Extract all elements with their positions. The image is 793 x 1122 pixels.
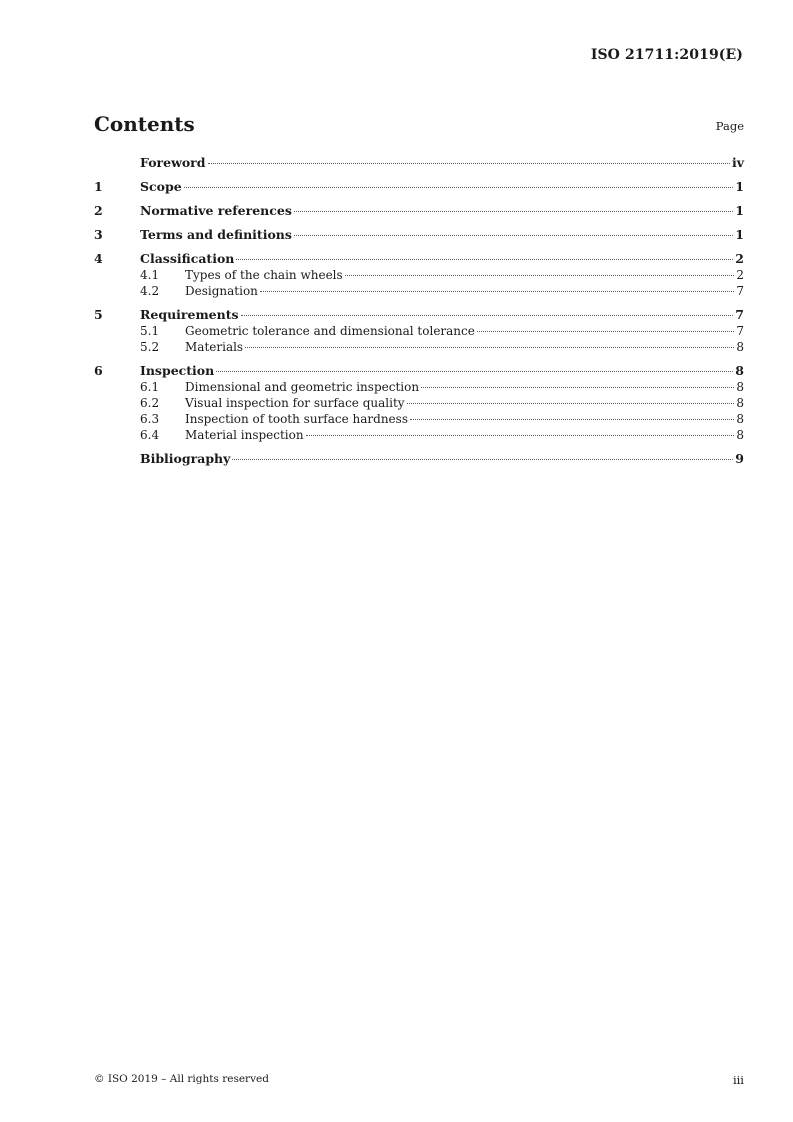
toc-entry-number: 4	[94, 251, 103, 266]
toc-entry-page: 1	[735, 227, 744, 242]
toc-entry-title: Geometric tolerance and dimensional tolerance	[185, 324, 475, 338]
toc-subentry[interactable]	[94, 395, 744, 411]
toc-entry[interactable]	[94, 251, 744, 267]
toc-entry-title: Designation	[185, 284, 258, 298]
dot-leader	[245, 347, 734, 348]
toc-entry-title: Types of the chain wheels	[185, 268, 343, 282]
toc-entry[interactable]	[94, 363, 744, 379]
dot-leader	[345, 275, 735, 276]
toc-entry[interactable]	[94, 155, 744, 171]
toc-entry-title: Inspection of tooth surface hardness	[185, 412, 408, 426]
toc-entry-title: Inspection	[140, 363, 215, 378]
toc-entry[interactable]	[94, 203, 744, 219]
dot-leader	[477, 331, 735, 332]
toc-entry-number: 4.2	[140, 284, 160, 298]
toc-entry-page: 8	[736, 380, 744, 394]
toc-entry-page: 8	[736, 412, 744, 426]
toc-subentry[interactable]	[94, 427, 744, 443]
toc-entry-number: 6.2	[140, 396, 160, 410]
copyright-notice: © ISO 2019 – All rights reserved	[94, 1073, 269, 1085]
dot-leader	[260, 291, 734, 292]
contents-title: Contents	[94, 112, 195, 136]
toc-subentry[interactable]	[94, 339, 744, 355]
toc-entry-page: 7	[736, 284, 744, 298]
toc-entry[interactable]	[94, 227, 744, 243]
contents-heading-row	[94, 112, 744, 140]
toc-entry-number: 4.1	[140, 268, 160, 282]
toc-entry-number: 6	[94, 363, 103, 378]
table-of-contents	[94, 155, 744, 467]
page-footer	[94, 1073, 744, 1089]
toc-subentry[interactable]	[94, 379, 744, 395]
toc-entry-number: 5.1	[140, 324, 160, 338]
toc-entry-number: 2	[94, 203, 103, 218]
toc-entry-title: Visual inspection for surface quality	[185, 396, 405, 410]
toc-entry-number: 5	[94, 307, 103, 322]
toc-entry-page: 1	[735, 179, 744, 194]
dot-leader	[306, 435, 735, 436]
toc-entry-number: 5.2	[140, 340, 160, 354]
toc-entry-title: Foreword	[140, 155, 206, 170]
toc-entry-title: Classification	[140, 251, 235, 266]
toc-entry-title: Terms and definitions	[140, 227, 292, 242]
toc-entry-page: 2	[735, 251, 744, 266]
toc-entry[interactable]	[94, 307, 744, 323]
document-id: ISO 21711:2019(E)	[590, 47, 743, 63]
toc-entry-number: 1	[94, 179, 103, 194]
toc-entry-title: Requirements	[140, 307, 239, 322]
dot-leader	[216, 371, 733, 372]
dot-leader	[236, 259, 733, 260]
toc-entry-number: 6.1	[140, 380, 160, 394]
toc-entry-number: 6.4	[140, 428, 160, 442]
toc-entry-page: 1	[735, 203, 744, 218]
dot-leader	[241, 315, 734, 316]
dot-leader	[232, 459, 733, 460]
toc-entry-page: 2	[736, 268, 744, 282]
dot-leader	[407, 403, 735, 404]
dot-leader	[294, 211, 733, 212]
toc-entry-page: 8	[736, 428, 744, 442]
toc-entry-page: iv	[731, 155, 744, 170]
toc-entry-title: Normative references	[140, 203, 292, 218]
page-number: iii	[732, 1073, 744, 1087]
dot-leader	[410, 419, 734, 420]
toc-entry-page: 8	[736, 396, 744, 410]
dot-leader	[208, 163, 730, 164]
toc-entry-number: 3	[94, 227, 103, 242]
toc-entry-page: 7	[736, 324, 744, 338]
page-column-label: Page	[715, 119, 744, 133]
toc-entry-title: Materials	[185, 340, 244, 354]
toc-entry-title: Bibliography	[140, 451, 231, 466]
toc-entry-number: 6.3	[140, 412, 160, 426]
toc-entry-page: 9	[735, 451, 744, 466]
toc-entry-title: Material inspection	[185, 428, 304, 442]
toc-entry-title: Scope	[140, 179, 182, 194]
toc-entry[interactable]	[94, 451, 744, 467]
toc-entry-page: 8	[736, 340, 744, 354]
toc-entry-page: 8	[735, 363, 744, 378]
toc-subentry[interactable]	[94, 323, 744, 339]
dot-leader	[184, 187, 734, 188]
toc-entry[interactable]	[94, 179, 744, 195]
toc-subentry[interactable]	[94, 411, 744, 427]
toc-entry-title: Dimensional and geometric inspection	[185, 380, 420, 394]
dot-leader	[421, 387, 734, 388]
toc-entry-page: 7	[735, 307, 744, 322]
toc-subentry[interactable]	[94, 267, 744, 283]
toc-subentry[interactable]	[94, 283, 744, 299]
dot-leader	[294, 235, 733, 236]
